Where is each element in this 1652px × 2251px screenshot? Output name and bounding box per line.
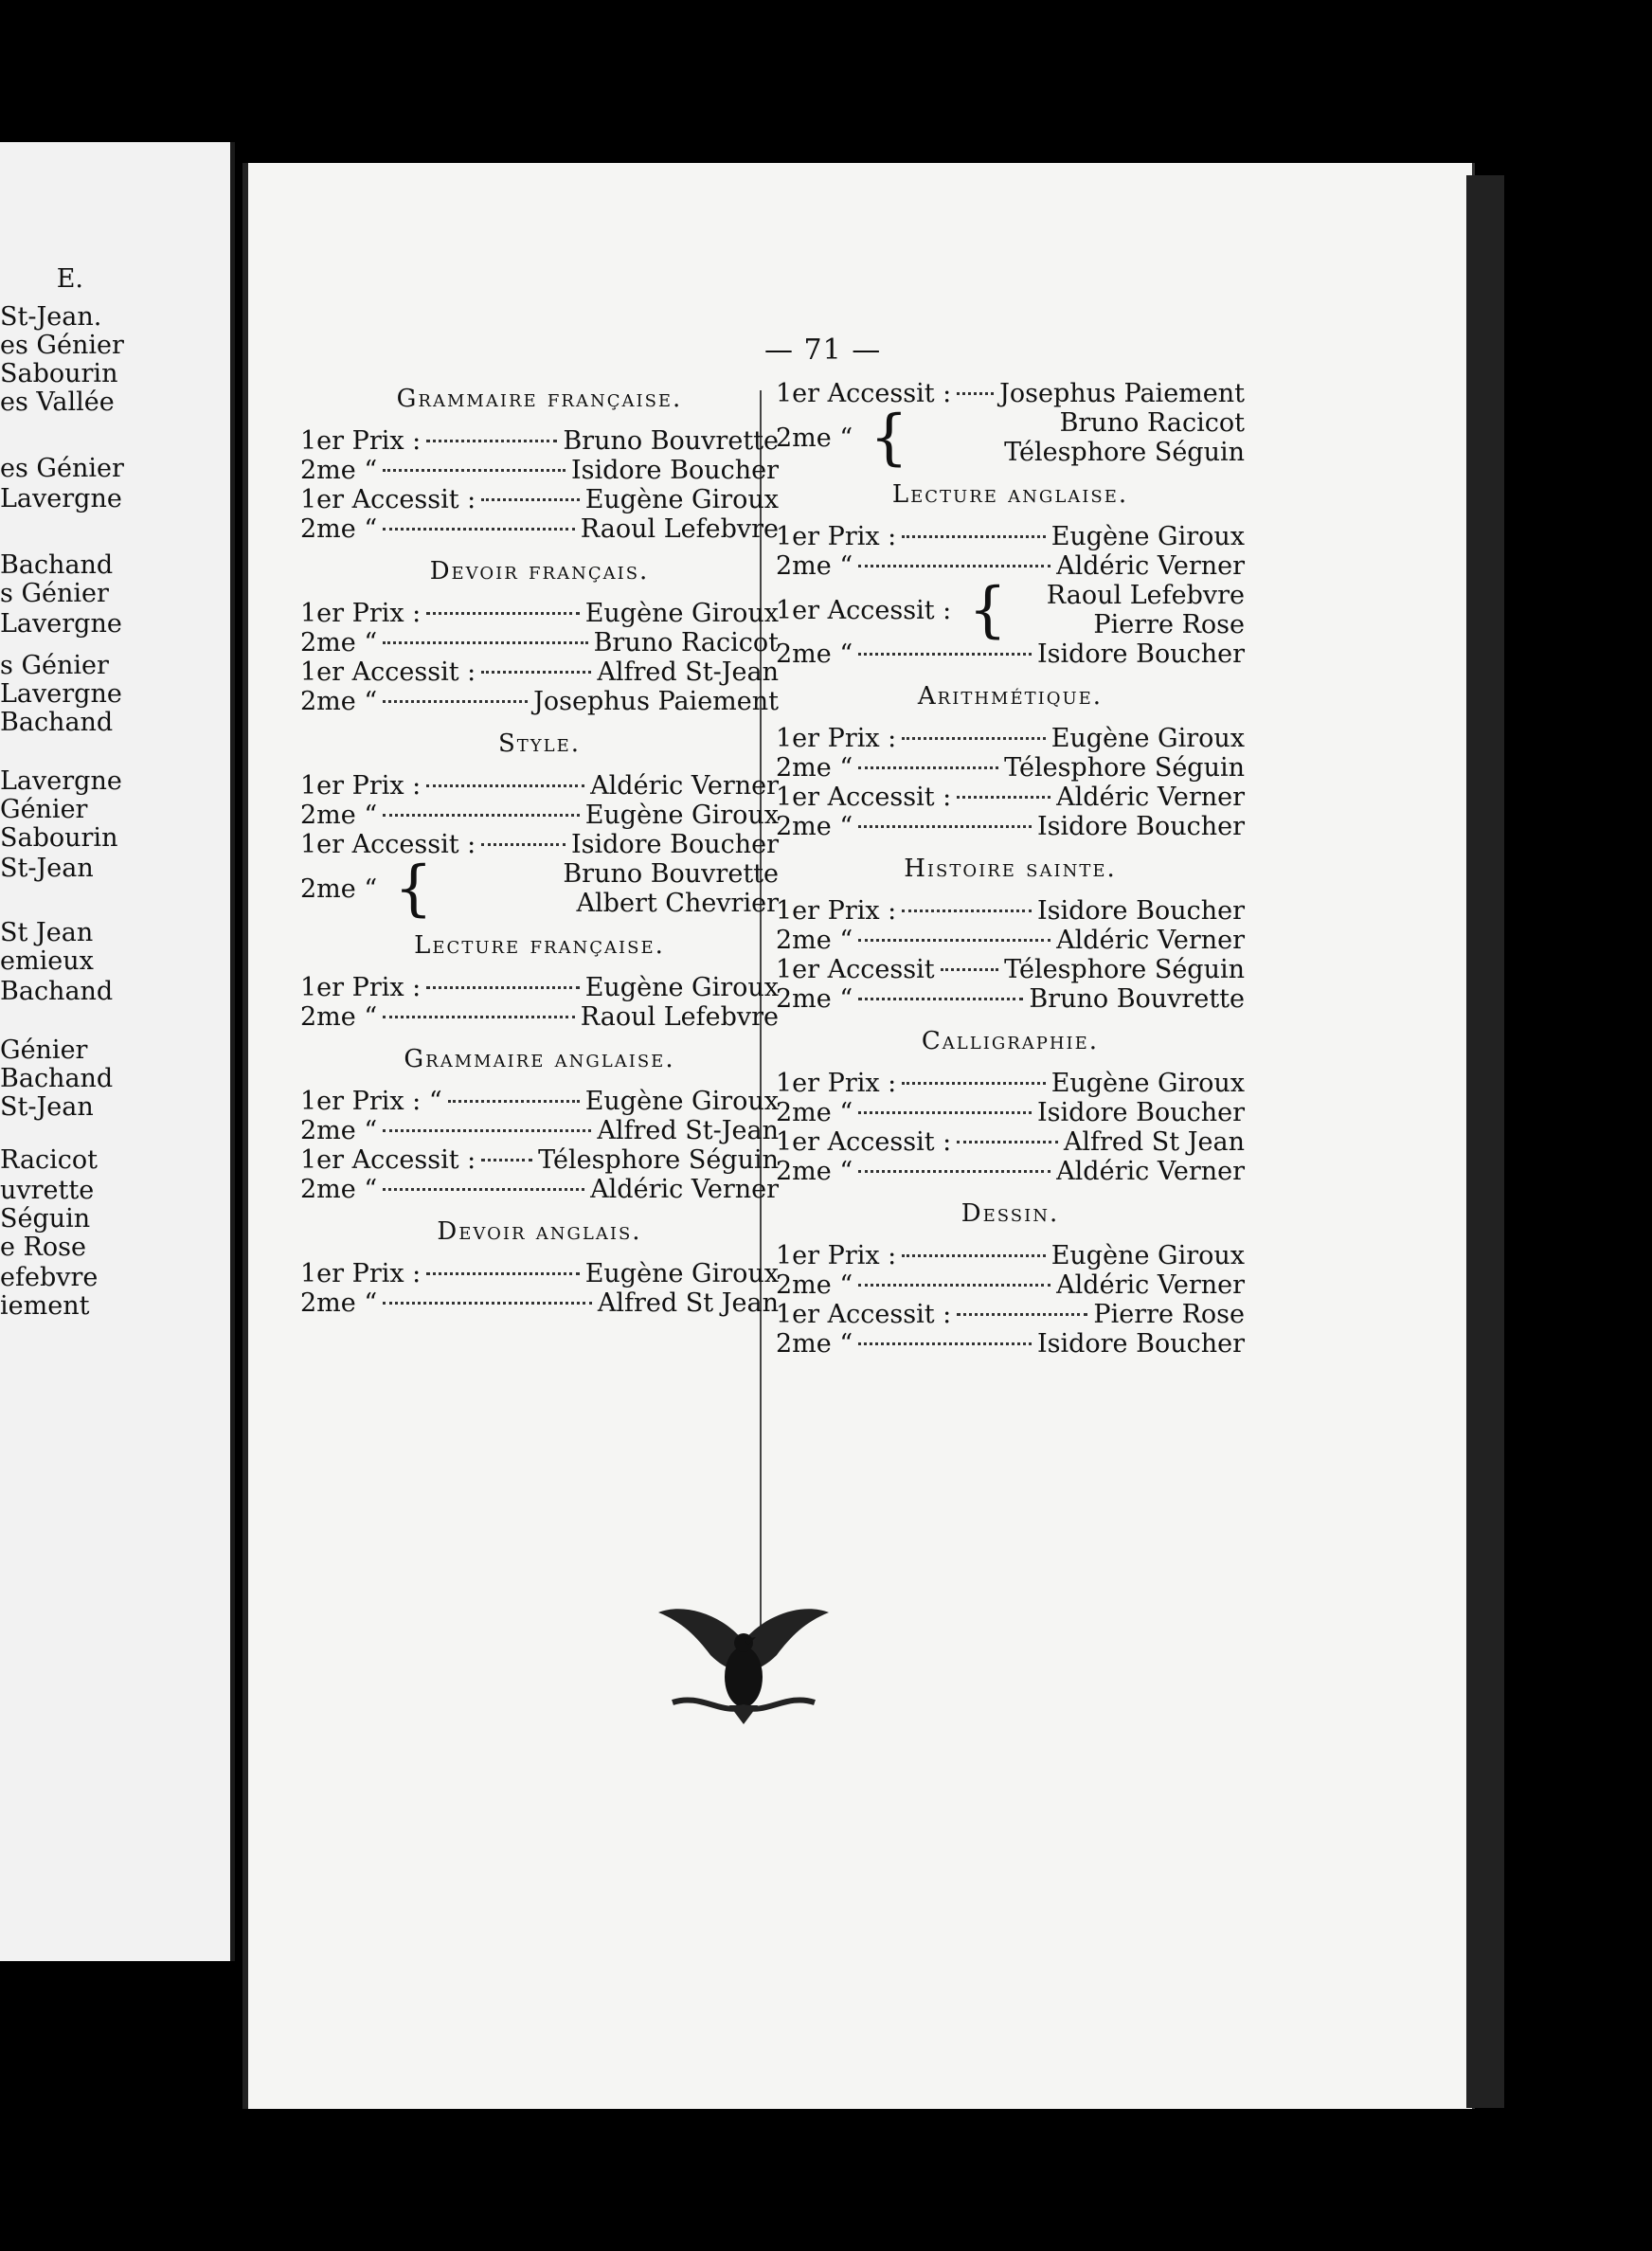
award-line <box>776 1098 1245 1127</box>
dot-leader <box>858 1284 1050 1287</box>
dot-leader <box>481 1159 532 1162</box>
award-rank: 1er Prix : <box>776 1241 897 1270</box>
award-recipient: Josephus Paiement <box>533 687 779 716</box>
previous-page-line: Génier <box>0 795 88 824</box>
section-heading: Grammaire anglaise. <box>404 1045 675 1073</box>
previous-page-line: Racicot <box>0 1145 99 1175</box>
award-line <box>776 984 1245 1014</box>
award-recipient: Télesphore Séguin <box>1004 438 1245 467</box>
dot-leader <box>448 1100 580 1103</box>
previous-page-line: Lavergne <box>0 679 122 709</box>
award-rank: 2me “ <box>300 1175 378 1204</box>
previous-page-line: Bachand <box>0 708 114 737</box>
dot-leader <box>858 1342 1032 1345</box>
prize-section <box>776 379 1245 473</box>
previous-page-line: St Jean <box>0 918 94 947</box>
section-heading: Histoire sainte. <box>904 855 1117 883</box>
dot-leader <box>426 440 557 442</box>
award-line <box>776 753 1245 783</box>
prize-section <box>776 1027 1245 1186</box>
award-recipient: Albert Chevrier <box>576 889 779 918</box>
tied-award <box>776 403 1245 473</box>
award-rank: 2me “ <box>300 1288 378 1318</box>
award-rank: 2me “ <box>776 926 853 955</box>
dot-leader <box>902 1254 1045 1257</box>
section-heading: Lecture anglaise. <box>891 480 1129 509</box>
award-rank: 1er Prix : <box>776 522 897 551</box>
dot-leader <box>858 1170 1050 1173</box>
previous-page-line: St-Jean. <box>0 302 102 332</box>
previous-page-line: St-Jean <box>0 1092 94 1122</box>
previous-page-line: Génier <box>0 1035 88 1065</box>
award-recipient: Raoul Lefebvre <box>580 514 779 544</box>
award-rank: 2me “ <box>776 639 853 669</box>
award-recipient: Raoul Lefebvre <box>580 1002 779 1032</box>
award-line <box>300 687 779 716</box>
award-recipient: Eugène Giroux <box>584 1259 779 1288</box>
brace-icon: { <box>870 403 908 473</box>
dot-leader <box>426 784 584 787</box>
award-rank: 1er Prix : <box>776 1069 897 1098</box>
section-heading: Devoir anglais. <box>437 1217 642 1246</box>
prize-section <box>300 931 779 1032</box>
tied-recipients <box>450 859 779 918</box>
dot-leader <box>858 565 1050 567</box>
prize-section <box>776 1199 1245 1359</box>
award-line <box>776 639 1245 669</box>
dot-leader <box>957 1313 1087 1316</box>
previous-page-line: s Génier <box>0 579 109 608</box>
award-rank: 2me “ <box>776 1098 853 1127</box>
award-line <box>776 1157 1245 1186</box>
award-recipient: Isidore Boucher <box>1036 896 1245 926</box>
award-rank: 1er Accessit : <box>776 595 952 625</box>
award-rank: 2me “ <box>300 801 378 830</box>
left-column <box>300 379 779 1331</box>
dot-leader <box>858 939 1050 942</box>
previous-page-line: Lavergne <box>0 484 122 513</box>
award-line <box>300 628 779 657</box>
award-recipient: Aldéric Verner <box>1056 551 1245 581</box>
dot-leader <box>902 909 1032 912</box>
dot-leader <box>426 986 579 989</box>
award-recipient: Raoul Lefebvre <box>1046 581 1245 610</box>
section-heading: Devoir français. <box>429 557 650 585</box>
award-recipient: Télesphore Séguin <box>538 1145 779 1175</box>
previous-page-line: efebvre <box>0 1263 99 1292</box>
award-rank: 1er Accessit : <box>300 1145 476 1175</box>
dot-leader <box>858 766 998 769</box>
document-page <box>242 163 1475 2109</box>
award-recipient: Isidore Boucher <box>570 830 779 859</box>
previous-page-line: s Génier <box>0 651 109 680</box>
dot-leader <box>481 843 566 846</box>
previous-page-line: uvrette <box>0 1176 95 1205</box>
prize-section <box>776 855 1245 1014</box>
award-rank: 2me “ <box>300 514 378 544</box>
award-recipient: Eugène Giroux <box>584 1087 779 1116</box>
award-line <box>300 1288 779 1318</box>
award-recipient: Isidore Boucher <box>1036 639 1245 669</box>
previous-page-line: es Vallée <box>0 387 115 417</box>
award-recipient: Eugène Giroux <box>1050 724 1245 753</box>
award-rank: 1er Accessit <box>776 955 935 984</box>
previous-page-line: E. <box>56 264 83 294</box>
award-rank: 1er Prix : <box>300 1259 422 1288</box>
award-line <box>300 1002 779 1032</box>
award-rank: 1er Prix : <box>300 426 422 456</box>
award-recipient: Eugène Giroux <box>584 485 779 514</box>
award-recipient: Bruno Bouvrette <box>563 859 779 889</box>
binding-edge <box>1466 175 1504 2108</box>
award-rank: 1er Prix : <box>776 896 897 926</box>
prize-section <box>300 1045 779 1204</box>
award-recipient: Isidore Boucher <box>570 456 779 485</box>
award-line <box>776 1069 1245 1098</box>
award-rank: 2me “ <box>300 1002 378 1032</box>
section-heading: Style. <box>497 729 582 758</box>
award-rank: 1er Prix : <box>300 771 422 801</box>
award-recipient: Bruno Racicot <box>593 628 779 657</box>
award-recipient: Eugène Giroux <box>584 801 779 830</box>
award-line <box>776 812 1245 841</box>
award-recipient: Eugène Giroux <box>584 973 779 1002</box>
section-heading: Lecture française. <box>414 931 665 960</box>
tied-recipients <box>925 408 1245 467</box>
award-rank: 1er Prix : <box>300 599 422 628</box>
award-rank: 2me “ <box>300 687 378 716</box>
dot-leader <box>383 641 587 644</box>
award-line <box>300 456 779 485</box>
previous-page-line: es Génier <box>0 454 124 483</box>
award-recipient: Isidore Boucher <box>1036 812 1245 841</box>
award-line <box>776 896 1245 926</box>
award-rank: 2me “ <box>776 812 853 841</box>
award-line <box>776 724 1245 753</box>
award-recipient: Bruno Racicot <box>1059 408 1245 438</box>
award-line <box>300 801 779 830</box>
tied-award <box>776 575 1245 645</box>
dot-leader <box>383 1016 575 1018</box>
tied-award <box>300 854 779 924</box>
eagle-ornament-icon <box>654 1603 834 1726</box>
previous-page-fragment <box>0 142 235 1961</box>
award-line <box>300 599 779 628</box>
brace-icon: { <box>394 854 433 924</box>
award-rank: 2me “ <box>776 984 853 1014</box>
page-number: — 71 — <box>764 333 882 367</box>
previous-page-line: Bachand <box>0 1064 114 1093</box>
award-line <box>776 1300 1245 1329</box>
award-recipient: Eugène Giroux <box>584 599 779 628</box>
tied-recipients <box>1024 581 1245 639</box>
award-rank: 2me “ <box>300 1116 378 1145</box>
award-line <box>300 1087 779 1116</box>
award-rank: 1er Accessit : <box>300 485 476 514</box>
award-recipient: Alfred St-Jean <box>597 1116 779 1145</box>
prize-section <box>300 729 779 924</box>
dot-leader <box>426 1272 579 1275</box>
award-recipient: Alfred St-Jean <box>597 657 779 687</box>
award-line <box>300 1116 779 1145</box>
dot-leader <box>858 1111 1032 1114</box>
award-line <box>776 522 1245 551</box>
previous-page-line: Lavergne <box>0 766 122 796</box>
award-rank: 1er Accessit : <box>776 1127 952 1157</box>
award-recipient: Pierre Rose <box>1093 1300 1245 1329</box>
award-rank: 2me “ <box>776 1329 853 1359</box>
brace-icon: { <box>968 575 1007 645</box>
award-recipient: Eugène Giroux <box>1050 1069 1245 1098</box>
award-rank: 2me “ <box>300 456 378 485</box>
previous-page-line: Bachand <box>0 977 114 1006</box>
award-line <box>300 830 779 859</box>
award-rank: 2me “ <box>776 423 853 453</box>
dot-leader <box>481 498 579 501</box>
award-line <box>300 485 779 514</box>
prize-section <box>300 385 779 544</box>
award-line <box>776 783 1245 812</box>
award-rank: 1er Prix : <box>300 973 422 1002</box>
award-line <box>300 771 779 801</box>
dot-leader <box>481 671 591 674</box>
award-line <box>776 955 1245 984</box>
dot-leader <box>902 1082 1045 1085</box>
dot-leader <box>383 1188 584 1191</box>
dot-leader <box>383 1302 592 1305</box>
dot-leader <box>383 469 566 472</box>
award-line <box>300 426 779 456</box>
award-line <box>300 1175 779 1204</box>
award-recipient: Aldéric Verner <box>1056 926 1245 955</box>
award-recipient: Eugène Giroux <box>1050 1241 1245 1270</box>
previous-page-line: Lavergne <box>0 609 122 639</box>
award-line <box>300 1259 779 1288</box>
award-recipient: Eugène Giroux <box>1050 522 1245 551</box>
award-recipient: Bruno Bouvrette <box>563 426 779 456</box>
award-recipient: Aldéric Verner <box>1056 1157 1245 1186</box>
section-heading: Grammaire française. <box>396 385 683 413</box>
award-line <box>776 1329 1245 1359</box>
dot-leader <box>957 796 1050 799</box>
award-line <box>300 514 779 544</box>
award-recipient: Alfred St Jean <box>597 1288 779 1318</box>
award-line <box>776 1241 1245 1270</box>
award-recipient: Aldéric Verner <box>1056 783 1245 812</box>
previous-page-line: Séguin <box>0 1204 91 1234</box>
dot-leader <box>858 825 1032 828</box>
section-heading: Calligraphie. <box>921 1027 1100 1055</box>
award-line <box>300 657 779 687</box>
award-rank: 1er Accessit : <box>776 379 952 408</box>
dot-leader <box>858 998 1023 1000</box>
previous-page-line: St-Jean <box>0 854 94 883</box>
right-column <box>776 379 1245 1372</box>
dot-leader <box>383 700 528 703</box>
award-rank: 1er Accessit : <box>776 783 952 812</box>
award-line <box>300 1145 779 1175</box>
dot-leader <box>902 737 1045 740</box>
award-rank: 2me “ <box>776 1157 853 1186</box>
award-rank: 2me “ <box>300 873 378 904</box>
prize-section <box>776 480 1245 669</box>
dot-leader <box>957 1141 1058 1144</box>
prize-section <box>776 682 1245 841</box>
previous-page-line: Bachand <box>0 550 114 580</box>
award-recipient: Isidore Boucher <box>1036 1329 1245 1359</box>
award-rank: 1er Prix : <box>776 724 897 753</box>
previous-page-line: iement <box>0 1291 90 1321</box>
award-recipient: Pierre Rose <box>1093 610 1245 639</box>
section-heading: Arithmétique. <box>917 682 1104 711</box>
award-rank: 1er Accessit : <box>776 1300 952 1329</box>
prize-section <box>300 557 779 716</box>
award-recipient: Télesphore Séguin <box>1004 955 1245 984</box>
dot-leader <box>858 653 1032 656</box>
award-rank: 1er Accessit : <box>300 830 476 859</box>
dot-leader <box>383 814 580 817</box>
award-line <box>300 973 779 1002</box>
award-line <box>776 551 1245 581</box>
award-recipient: Isidore Boucher <box>1036 1098 1245 1127</box>
award-recipient: Bruno Bouvrette <box>1029 984 1245 1014</box>
award-recipient: Alfred St Jean <box>1063 1127 1245 1157</box>
dot-leader <box>426 612 579 615</box>
award-rank: 2me “ <box>776 753 853 783</box>
award-recipient: Aldéric Verner <box>1056 1270 1245 1300</box>
award-line <box>776 1270 1245 1300</box>
previous-page-line: emieux <box>0 946 94 976</box>
previous-page-line: e Rose <box>0 1233 86 1262</box>
award-line <box>776 926 1245 955</box>
award-rank: 2me “ <box>300 628 378 657</box>
award-recipient: Aldéric Verner <box>590 1175 779 1204</box>
award-recipient: Télesphore Séguin <box>1004 753 1245 783</box>
dot-leader <box>383 1129 591 1132</box>
dot-leader <box>383 528 575 531</box>
award-line <box>776 1127 1245 1157</box>
prize-section <box>300 1217 779 1318</box>
previous-page-line: Sabourin <box>0 823 118 853</box>
award-rank: 1er Prix : “ <box>300 1087 442 1116</box>
previous-page-line: es Génier <box>0 331 124 360</box>
award-rank: 2me “ <box>776 1270 853 1300</box>
award-rank: 2me “ <box>776 551 853 581</box>
award-line <box>776 379 1245 408</box>
section-heading: Dessin. <box>961 1199 1060 1228</box>
award-recipient: Aldéric Verner <box>590 771 779 801</box>
dot-leader <box>957 392 994 395</box>
previous-page-line: Sabourin <box>0 359 118 388</box>
award-rank: 1er Accessit : <box>300 657 476 687</box>
dot-leader <box>902 535 1045 538</box>
award-recipient: Josephus Paiement <box>999 379 1245 408</box>
dot-leader <box>941 968 998 971</box>
